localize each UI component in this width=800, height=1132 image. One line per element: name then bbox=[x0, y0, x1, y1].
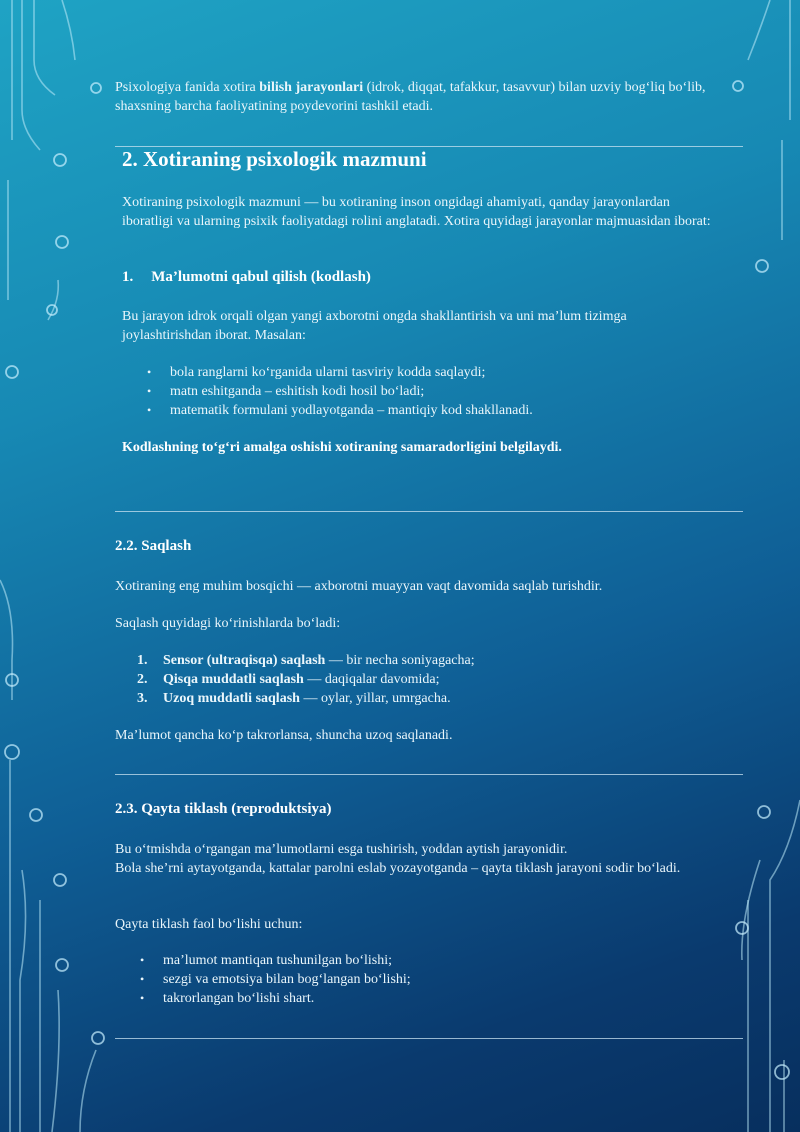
section-2-paragraph: Xotiraning psixologik mazmuni — bu xotiraning inson ongidagi ahamiyati, qanday jarayonlardan iboratligi va ularning psixik faoliyatdagi rolini anglatadi. Xotira quyidagi jarayonlar majmuasidan iborat: bbox=[122, 195, 711, 229]
section-2-3-line-2: Bola she’rni aytayotganda, kattalar parolni eslab yozayotganda – qayta tiklash jarayoni sodir bo‘ladi. bbox=[115, 861, 681, 876]
list-item: • matematik formulani yodlayotganda – mantiqiy kod shakllanadi. bbox=[147, 403, 533, 418]
intro-bold-term: bilish jarayonlari bbox=[259, 80, 364, 95]
section-2-title: 2. Xotiraning psixologik mazmuni bbox=[122, 147, 427, 171]
list-item: • sezgi va emotsiya bilan bog‘langan bo‘lishi; bbox=[140, 972, 411, 987]
section-2-2-paragraph-1: Xotiraning eng muhim bosqichi — axborotni muayyan vaqt davomida saqlab turishdir. bbox=[115, 579, 603, 594]
list-item: 3. Uzoq muddatli saqlash — oylar, yillar, umrgacha. bbox=[137, 691, 451, 706]
list-item: • takrorlangan bo‘lishi shart. bbox=[140, 991, 315, 1006]
section-2-2-paragraph-2: Saqlash quyidagi ko‘rinishlarda bo‘ladi: bbox=[115, 616, 341, 631]
intro-paragraph: Psixologiya fanida xotira bilish jarayonlari (idrok, diqqat, tafakkur, tasavvur) bilan uzviy bog‘liq bo‘lib, shaxsning barcha faoliyatining poydevorini tashkil etadi. bbox=[115, 80, 706, 114]
storage-types-list bbox=[137, 651, 723, 708]
section-2-3-paragraph: Qayta tiklash faol bo‘lishi uchun: bbox=[115, 917, 303, 932]
section-2-3-line-1: Bu o‘tmishda o‘rgangan ma’lumotlarni esga tushirish, yoddan aytish jarayonidir. bbox=[115, 842, 568, 857]
list-item: 1. Sensor (ultraqisqa) saqlash — bir necha soniyagacha; bbox=[137, 653, 475, 668]
encoding-conclusion: Kodlashning to‘g‘ri amalga oshishi xotiraning samaradorligini belgilaydi. bbox=[122, 440, 562, 455]
divider bbox=[115, 1038, 743, 1039]
divider bbox=[115, 774, 743, 775]
list-item: 2. Qisqa muddatli saqlash — daqiqalar davomida; bbox=[137, 672, 440, 687]
list-item: • matn eshitganda – eshitish kodi hosil bo‘ladi; bbox=[147, 384, 425, 399]
section-2-2-paragraph-3: Ma’lumot qancha ko‘p takrorlansa, shuncha uzoq saqlanadi. bbox=[115, 728, 453, 743]
subsection-1-paragraph: Bu jarayon idrok orqali olgan yangi axborotni ongda shakllantirish va uni ma’lum tizimga joylashtirishdan iborat. Masalan: bbox=[122, 309, 627, 343]
encoding-examples-list bbox=[147, 363, 710, 420]
recall-conditions-list bbox=[140, 951, 723, 1008]
section-2-2-title: 2.2. Saqlash bbox=[115, 538, 192, 554]
list-item: • bola ranglarni ko‘rganida ularni tasviriy kodda saqlaydi; bbox=[147, 365, 486, 380]
subsection-1-heading: 1. Ma’lumotni qabul qilish (kodlash) bbox=[122, 269, 371, 285]
list-item: • ma’lumot mantiqan tushunilgan bo‘lishi; bbox=[140, 953, 393, 968]
section-2-3-title: 2.3. Qayta tiklash (reproduktsiya) bbox=[115, 801, 332, 817]
divider bbox=[115, 511, 743, 512]
